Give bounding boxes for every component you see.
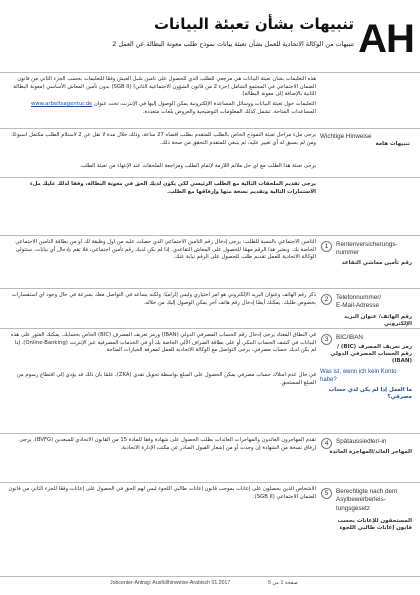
section-2-text: ذكر رقم الهاتف وعنوان البريد الإلكتروني هو أمر اختياري وليس إلزاميًا. ولكنه يساعد في التواصل معك بسرعة في حال وجود أي استفسارات بخصوص طلبك. يمكنك أيضًا إدخال رقم هاتف آخر يمكن الوصول إليك من خلاله. bbox=[11, 292, 316, 306]
divider bbox=[0, 482, 420, 483]
intro-paragraph-2 bbox=[8, 101, 316, 119]
page-subtitle: تنبيهات من الوكالة الاتحادية للعمل بشأن تعبئة بيانات نموذج طلب معونة البطالة عن العمل 2 bbox=[112, 40, 354, 48]
divider bbox=[0, 328, 420, 329]
section-title-ar: رقم تأمين معاشي التقاعد bbox=[341, 260, 412, 266]
section-title-ar: رمز تعريف المصرف (BIC) / رقم الحساب المصرفي الدولي (IBAN) bbox=[330, 344, 412, 364]
section-4-label bbox=[320, 438, 416, 464]
page-footer bbox=[0, 578, 420, 590]
logo-text: AH bbox=[358, 17, 414, 61]
section-title-de: Rentenversicherungs-nummer bbox=[336, 241, 398, 257]
intro-text: التعليمات حول تعبئة البيانات ووسائل المساعدة الإلكترونية يمكن الوصول إليها في الإنترنت تحت عنوان bbox=[93, 101, 316, 107]
section-3-text: في النطاق المعتاد يرجى إدخال رقم الحساب المصرفي الدولي (IBAN) ورمز تعريف المصرف (BIC) الخاص بحسابك. يمكنك العثور على هذه البيانات في كشف الحساب البنكي أو على بطاقة الصراف الآلي الخاصة بك أو في الخدمات المصرفية عبر الإنترنت (Online-Banking). إذا لم يكن لديك حساب مصرفي، يرجى التواصل مع الوكالة الاتحادية للعمل لمعرفة الخيارات المتاحة. bbox=[10, 332, 316, 354]
divider bbox=[0, 288, 420, 289]
page-title: تنبيهات بشأن تعبئة البيانات bbox=[153, 15, 354, 33]
footer-form-id: Jobcenter-Antrag: Ausfüllhinweise-Arabisch 01.2017 bbox=[110, 580, 231, 586]
section-4-text: تقدم المهاجرون العائدون والمهاجرات العائدات بطلب الحصول على شهادة وفقا للمادة 15 من القانون الاتحادي للمبعدين (BVFG). يرجى إرفاق نسخة من الشهادة إن وجدت أو من إشعار القبول الصادر عن مكتب الإدارة الاتحادية. bbox=[19, 437, 316, 451]
question-title-ar: ما العمل إذا لم يكن لدي حساب مصرفي؟ bbox=[328, 387, 412, 400]
intro-text-b: المساعدات المتاحة. تشمل كذلك المعلومات التوضيحية والعروض بلغات متعددة. bbox=[142, 108, 316, 115]
divider bbox=[0, 177, 420, 178]
section-number: 1 bbox=[321, 241, 332, 252]
question-text: في حال عدم امتلاك حساب مصرفي يمكن الحصول على المبلغ بواسطة تحويل نقدي (ZKA)، علمًا بأن ذلك قد يؤدي إلى اقتطاع رسوم من المبلغ المستحق. bbox=[16, 372, 316, 386]
footer-page-number: صفحة 1 من 5 bbox=[268, 580, 299, 586]
section-title-de: Telefonnummer/ E-Mail-Adresse bbox=[336, 294, 382, 310]
divider bbox=[0, 576, 420, 577]
form-logo bbox=[358, 8, 414, 70]
section-title-de: Berechtigte nach dem Asylbewerberleis-tungsgesetz bbox=[336, 488, 398, 512]
section-number: 5 bbox=[321, 488, 332, 499]
divider bbox=[0, 235, 420, 236]
section-3-label bbox=[320, 334, 416, 366]
hints-title-de: Wichtige Hinweise bbox=[320, 133, 372, 140]
intro-paragraph-4: يرجى تعبئة هذا الطلب مع أي حل ملائم اللازمة لإتمام الطلب ومراجعة الملحقات عند الإنتهاء من تعبئة الطلب. bbox=[79, 163, 316, 169]
arbeitsagentur-link[interactable]: www.arbeitsagentur.de bbox=[30, 101, 93, 107]
section-title-ar: رقم الهاتف/ عنوان البريد الإلكتروني bbox=[344, 314, 412, 327]
section-number: 4 bbox=[321, 438, 332, 449]
intro-paragraph-5: يرجى تقديم الملحقات التالية مع الطلب الرئيسي لكي يكون لديك الحق في معونة البطالة، وفقا لذلك عليك ملء الاستمارات التالية وتقديم نسخة منها وإرفاقها مع الطلب. bbox=[30, 181, 316, 195]
intro-paragraph-3: يرجى ملء مراحل تعبئة النموذج الخاص بالطلب للمتقدم بطلب أقصاه 27 ساعة، وذلك خلال مدة لا تقل عن 2 لاستلام الطلب مكتمل أسبوعًا. ومن لم يسبق له أي تغيير عليه، ثم ينبغي للمتقدم التحقق من صحة ذلك. bbox=[10, 132, 316, 146]
section-number: 3 bbox=[321, 334, 332, 345]
intro-paragraph-1: هذه التعليمات بشأن تعبئة البيانات هي مرجعي للطلب الذي للحصول على تأمين سُبل العيش وفقًا للتعليمات بحسب الجزء الثاني من قانون الضمان الاجتماعي في المجتمع الشامل (جزء 2 من قانون الشؤون الاجتماعية الثاني) (SGB II) بدون تأمين المعاش الأساسي (معونة البطالة الثانية بالإضافة إلى معونة البطالة). bbox=[13, 76, 316, 98]
section-title-de: Spätaussiedler/-in bbox=[336, 438, 387, 445]
section-5-label bbox=[320, 488, 416, 538]
question-title-de: Was ist, wenn ich kein Konto habe? bbox=[320, 369, 397, 383]
section-title-ar: المهاجر العائد/المهاجرة العائدة bbox=[329, 449, 412, 455]
section-5-text: الأشخاص الذين يحصلون على إعانات بموجب قانون إعانات طالبي اللجوء ليس لهم الحق في الحصول على إعانات وفقًا للجزء الثاني من قانون الضمان الاجتماعي (SGB II). bbox=[8, 486, 316, 500]
section-number: 2 bbox=[321, 294, 332, 305]
divider bbox=[0, 72, 420, 73]
hints-title-ar: تنبيهات هامة bbox=[375, 141, 410, 147]
section-1-text: التأمين الاجتماعي بالنسبة للطلب: يرجى إدخال رقم التأمين الاجتماعي الذي حصلت عليه من أول وظيفة لك أو من بطاقة التأمين الاجتماعي الخاصة بك. ويعتبر هذا الرقم مهمًا للحصول على المعاش التقاعدي. إذا لم يكن لديك رقم تأمين اجتماعي، فلا تقم بإدخال أي بيانات. ستتولى الوكالة الاتحادية للعمل تقديم طلب للحصول على الرقم نيابة عنك. bbox=[15, 239, 316, 261]
divider bbox=[0, 433, 420, 434]
section-1-label bbox=[320, 241, 416, 271]
divider bbox=[0, 128, 420, 129]
section-title-de: BIC/IBAN bbox=[336, 334, 363, 341]
section-title-ar: المستحقون للإعانات بحسب قانون إعانات طالبي اللجوء bbox=[337, 518, 412, 531]
